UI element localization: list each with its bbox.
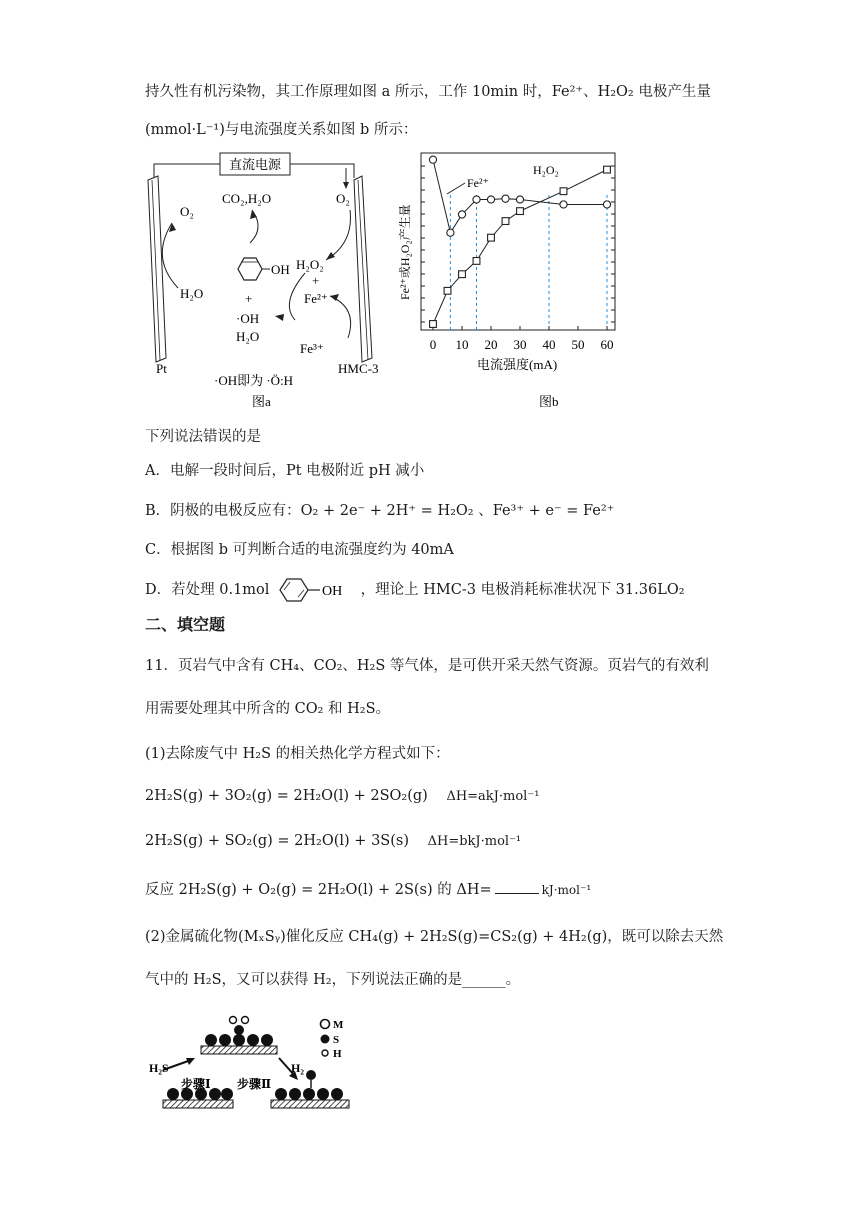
hydroxyl-radical-label: ·OH bbox=[236, 311, 260, 326]
h2o2-point-0 bbox=[430, 321, 437, 328]
figure-b-chart bbox=[395, 150, 635, 415]
surface-left bbox=[163, 1100, 233, 1108]
h2o2-point-6 bbox=[517, 208, 524, 215]
q11-part2-line-2: 气中的 H₂S，又可以获得 H₂，下列说法正确的是______。 bbox=[145, 972, 521, 988]
h2o-mid-label: H₂O bbox=[236, 329, 260, 344]
fe2-point-8 bbox=[603, 201, 610, 208]
x-tick-label-0: 0 bbox=[429, 337, 437, 352]
equation-3-unit: kJ·mol⁻¹ bbox=[541, 883, 592, 897]
hydroxyl-note: ·OH即为 ·Ö:H bbox=[214, 373, 294, 388]
o2-right-label: O₂ bbox=[336, 191, 350, 206]
figure-b-caption: 图b bbox=[539, 394, 559, 409]
h2s-label: H₂S bbox=[149, 1061, 169, 1075]
step-1-label: 步骤Ⅰ bbox=[181, 1077, 211, 1091]
fe2-point-0 bbox=[429, 156, 436, 163]
equation-3-body: 反应 2H₂S(g) + O₂(g) = 2H₂O(l) + 2S(s) 的 ΔH= bbox=[145, 882, 492, 898]
legend-h2o2: H₂O₂ bbox=[533, 163, 559, 177]
h2o-left-label: H₂O bbox=[180, 286, 204, 301]
q11-part1: (1)去除废气中 H₂S 的相关热化学方程式如下： bbox=[145, 746, 450, 762]
fe2-point-3 bbox=[473, 196, 480, 203]
legend-h: H bbox=[333, 1048, 342, 1060]
option-d bbox=[145, 576, 685, 604]
surface-top bbox=[201, 1046, 277, 1054]
option-b: B．阴极的电极反应有：O₂ + 2e⁻ + 2H⁺ = H₂O₂ 、Fe³⁺ + e⁻ = Fe²⁺ bbox=[145, 503, 615, 519]
co2-h2o-label: CO₂,H₂O bbox=[222, 191, 272, 206]
phenol-oh-label: OH bbox=[271, 262, 290, 277]
option-d-prefix: D．若处理 0.1mol bbox=[145, 582, 270, 598]
legend-m: M bbox=[333, 1019, 344, 1031]
h2o2-point-3 bbox=[473, 258, 480, 265]
h2o2-point-1 bbox=[444, 287, 451, 294]
h2o2-point-4 bbox=[488, 234, 495, 241]
equation-1-dh: ΔH=akJ·mol⁻¹ bbox=[446, 789, 540, 804]
plus-sign-1: + bbox=[245, 291, 253, 306]
equation-1-body: 2H₂S(g) + 3O₂(g) = 2H₂O(l) + 2SO₂(g) bbox=[145, 788, 428, 804]
legend-fe2-pointer bbox=[447, 183, 465, 194]
equation-3 bbox=[145, 878, 591, 899]
chart-xlabel: 电流强度(mA) bbox=[477, 357, 558, 372]
surface-right bbox=[271, 1100, 349, 1108]
power-supply-label: 直流电源 bbox=[228, 157, 282, 172]
hmc3-label: HMC-3 bbox=[338, 361, 379, 376]
figure-c-catalysis bbox=[145, 1008, 365, 1118]
section-heading: 二、填空题 bbox=[145, 615, 226, 634]
fe2-point-6 bbox=[516, 196, 523, 203]
x-tick-label-2: 20 bbox=[484, 337, 498, 352]
fe2-point-7 bbox=[560, 201, 567, 208]
option-d-suffix: ，理论上 HMC-3 电极消耗标准状况下 31.36LO₂ bbox=[360, 582, 685, 598]
x-tick-label-3: 30 bbox=[513, 337, 527, 352]
o2-left-label: O₂ bbox=[180, 204, 194, 219]
equation-2 bbox=[145, 833, 521, 849]
h2o2-label: H₂O₂ bbox=[296, 257, 324, 272]
x-tick-label-4: 40 bbox=[542, 337, 556, 352]
pt-electrode bbox=[148, 176, 166, 362]
legend-s: S bbox=[333, 1034, 340, 1046]
pt-label: Pt bbox=[156, 361, 167, 376]
fe2-point-2 bbox=[458, 211, 465, 218]
equation-2-dh: ΔH=bkJ·mol⁻¹ bbox=[427, 834, 522, 849]
equation-2-body: 2H₂S(g) + SO₂(g) = 2H₂O(l) + 3S(s) bbox=[145, 833, 409, 849]
question-intro: 下列说法错误的是 bbox=[145, 429, 261, 445]
h2-label: H₂ bbox=[291, 1061, 304, 1075]
fe3-label: Fe³⁺ bbox=[300, 341, 324, 356]
x-tick-label-1: 10 bbox=[455, 337, 469, 352]
fe2-label: Fe²⁺ bbox=[304, 291, 328, 306]
phenol-structure-icon bbox=[274, 576, 356, 604]
h2o2-point-5 bbox=[502, 218, 509, 225]
step-2-label: 步骤Ⅱ bbox=[237, 1077, 272, 1091]
h2o2-point-2 bbox=[459, 271, 466, 278]
x-tick-label-6: 60 bbox=[600, 337, 614, 352]
q11-part2-line-1: (2)金属硫化物(MₓSᵧ)催化反应 CH₄(g) + 2H₂S(g)=CS₂(g) + 4H₂(g)，既可以除去天然 bbox=[145, 929, 724, 945]
svg-text:OH: OH bbox=[322, 584, 343, 599]
chart-ylabel: Fe²⁺或H₂O₂产生量 bbox=[398, 204, 412, 300]
equation-1 bbox=[145, 788, 539, 804]
figure-a-caption: 图a bbox=[252, 394, 271, 409]
legend-fe2: Fe²⁺ bbox=[467, 176, 489, 190]
h2o2-point-7 bbox=[560, 188, 567, 195]
intro-line-1: 持久性有机污染物，其工作原理如图 a 所示，工作 10min 时，Fe²⁺、H₂O₂ 电极产生量 bbox=[145, 84, 711, 100]
figure-a bbox=[140, 148, 400, 418]
q11-line-1: 11．页岩气中含有 CH₄、CO₂、H₂S 等气体，是可供开采天然气资源。页岩气的有效利 bbox=[145, 658, 709, 674]
answer-blank[interactable] bbox=[495, 881, 539, 894]
x-tick-label-5: 50 bbox=[571, 337, 585, 352]
fe2-point-5 bbox=[502, 195, 509, 202]
option-a: A．电解一段时间后，Pt 电极附近 pH 减小 bbox=[145, 463, 425, 479]
h2o2-point-8 bbox=[604, 166, 611, 173]
q11-line-2: 用需要处理其中所含的 CO₂ 和 H₂S。 bbox=[145, 701, 391, 717]
fe2-point-4 bbox=[487, 196, 494, 203]
option-c: C．根据图 b 可判断合适的电流强度约为 40mA bbox=[145, 542, 454, 558]
fe2-point-1 bbox=[447, 229, 454, 236]
plus-sign-2: + bbox=[312, 273, 320, 288]
intro-line-2: (mmol·L⁻¹)与电流强度关系如图 b 所示： bbox=[145, 122, 418, 138]
phenol-ring bbox=[238, 258, 262, 280]
series-line-1 bbox=[433, 170, 607, 324]
